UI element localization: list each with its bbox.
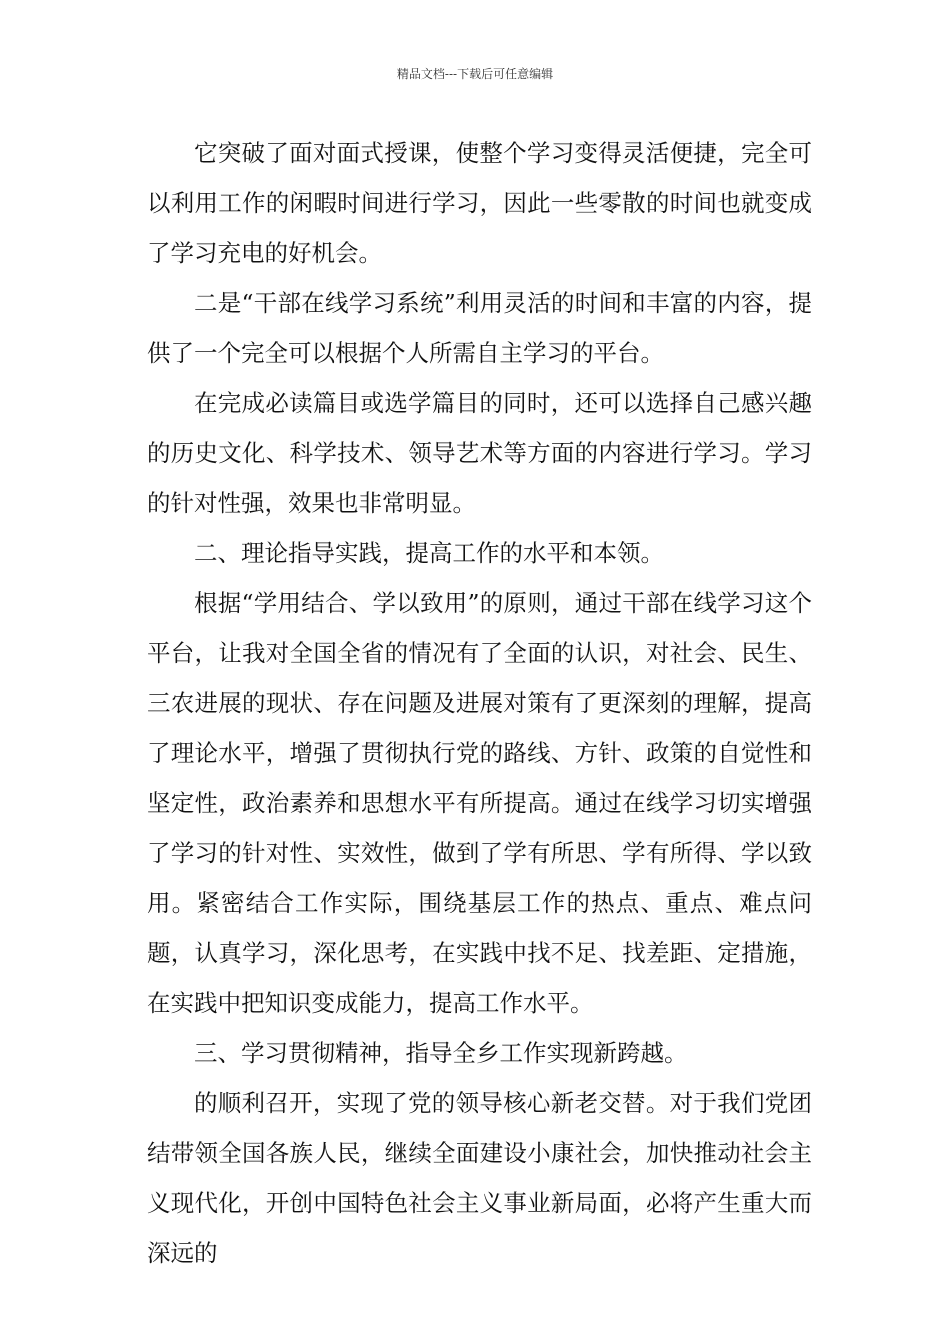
paragraph: 根据“学用结合、学以致用”的原则，通过干部在线学习这个平台，让我对全国全省的情况有了全面的认识，对社会、民生、三农进展的现状、存在问题及进展对策有了更深刻的理解，提高了理论水平，增强了贯彻执行党的路线、方针、政策的自觉性和坚定性，政治素养和思想水平有所提高。通过在线学习切实增强了学习的针对性、实效性，做到了学有所思、学有所得、学以致用。紧密结合工作实际，围绕基层工作的热点、重点、难点问题，认真学习，深化思考，在实践中找不足、找差距、定措施，在实践中把知识变成能力，提高工作水平。 xyxy=(147,589,812,1017)
section-heading: 二、理论指导实践，提高工作的水平和本领。 xyxy=(194,539,664,567)
page-header: 精品文档---下载后可任意编辑 xyxy=(396,67,554,81)
paragraph: 在完成必读篇目或选学篇目的同时，还可以选择自己感兴趣的历史文化、科学技术、领导艺术等方面的内容进行学习。学习的针对性强，效果也非常明显。 xyxy=(147,389,812,517)
section-heading: 三、学习贯彻精神，指导全乡工作实现新跨越。 xyxy=(194,1039,688,1067)
document-body xyxy=(147,128,812,1278)
paragraph: 二是“干部在线学习系统”利用灵活的时间和丰富的内容，提供了一个完全可以根据个人所需自主学习的平台。 xyxy=(147,289,812,367)
paragraph: 的顺利召开，实现了党的领导核心新老交替。对于我们党团结带领全国各族人民，继续全面建设小康社会，加快推动社会主义现代化，开创中国特色社会主义事业新局面，必将产生重大而深远的 xyxy=(147,1089,812,1267)
paragraph: 它突破了面对面式授课，使整个学习变得灵活便捷，完全可以利用工作的闲暇时间进行学习，因此一些零散的时间也就变成了学习充电的好机会。 xyxy=(147,139,812,267)
